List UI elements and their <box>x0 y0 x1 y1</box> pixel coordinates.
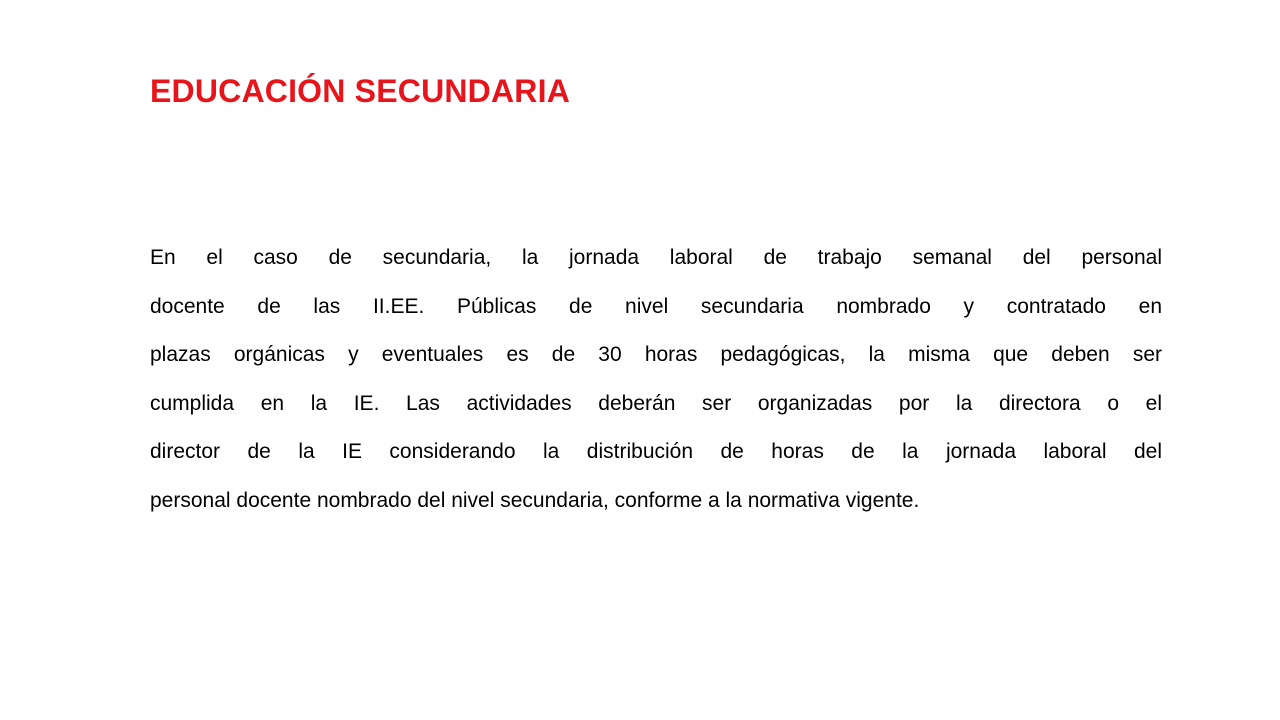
slide-body <box>150 234 1162 525</box>
body-line: personal docente nombrado del nivel secundaria, conforme a la normativa vigente. <box>150 488 920 512</box>
body-line: docente de las II.EE. Públicas de nivel secundaria nombrado y contratado en <box>150 294 1162 318</box>
body-line: cumplida en la IE. Las actividades deberán ser organizadas por la directora o el <box>150 391 1162 415</box>
body-line: plazas orgánicas y eventuales es de 30 horas pedagógicas, la misma que deben ser <box>150 343 1162 366</box>
body-line: En el caso de secundaria, la jornada laboral de trabajo semanal del personal <box>150 246 1162 269</box>
body-line: director de la IE considerando la distribución de horas de la jornada laboral del <box>150 440 1162 463</box>
slide-title: EDUCACIÓN SECUNDARIA <box>150 73 571 109</box>
